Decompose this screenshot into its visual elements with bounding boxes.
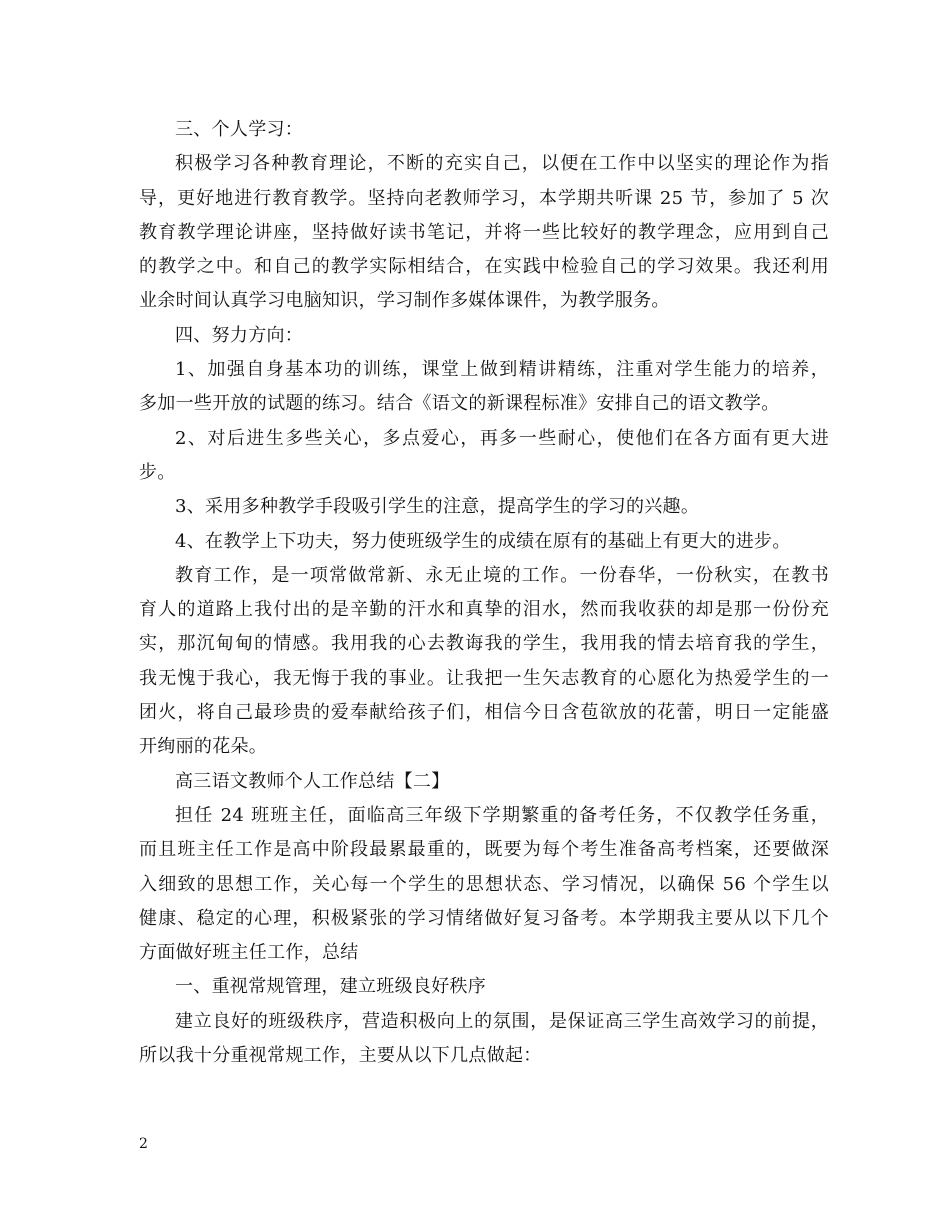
paragraph-line: 方面做好班主任工作，总结 — [139, 942, 359, 964]
section-heading-effort-direction: 四、努力方向： — [175, 324, 304, 346]
paragraph-line: 实，那沉甸甸的情感。我用我的心去教诲我的学生，我用我的情去培育我的学生， — [139, 633, 829, 655]
section-title-summary-two: 高三语文教师个人工作总结【二】 — [175, 770, 450, 792]
paragraph-line: 建立良好的班级秩序，营造积极向上的氛围，是保证高三学生高效学习的前提， — [175, 1010, 829, 1032]
list-item-line: 步。 — [139, 461, 176, 483]
paragraph-line: 育人的道路上我付出的是辛勤的汗水和真挚的泪水，然而我收获的却是那一份份充 — [139, 599, 829, 621]
list-item-line: 3、采用多种教学手段吸引学生的注意，提高学生的学习的兴趣。 — [175, 496, 700, 518]
paragraph-line: 开绚丽的花朵。 — [139, 736, 268, 758]
paragraph-line: 团火，将自己最珍贵的爱奉献给孩子们，相信今日含苞欲放的花蕾，明日一定能盛 — [139, 702, 829, 724]
section-heading-personal-study: 三、个人学习： — [175, 119, 304, 140]
paragraph-line: 健康、稳定的心理，积极紧张的学习情绪做好复习备考。本学期我主要从以下几个 — [139, 907, 829, 929]
paragraph-line: 业余时间认真学习电脑知识，学习制作多媒体课件，为教学服务。 — [139, 290, 670, 312]
paragraph-line: 积极学习各种教育理论，不断的充实自己，以便在工作中以坚实的理论作为指 — [175, 153, 829, 175]
section-heading-routine-management: 一、重视常规管理，建立班级良好秩序 — [175, 976, 487, 998]
list-item-line: 4、在教学上下功夫，努力使班级学生的成绩在原有的基础上有更大的进步。 — [175, 530, 791, 552]
paragraph-line: 导，更好地进行教育教学。坚持向老教师学习，本学期共听课 25 节，参加了 5 次 — [139, 187, 829, 209]
page-number: 2 — [139, 1136, 148, 1152]
paragraph-line: 的教学之中。和自己的教学实际相结合，在实践中检验自己的学习效果。我还利用 — [139, 256, 829, 278]
paragraph-line: 担任 24 班班主任，面临高三年级下学期繁重的备考任务，不仅教学任务重， — [175, 804, 829, 826]
paragraph-line: 教育工作，是一项常做常新、永无止境的工作。一份春华，一份秋实，在教书 — [175, 564, 829, 586]
list-item-line: 多加一些开放的试题的练习。结合《语文的新课程标准》安排自己的语文教学。 — [139, 393, 780, 415]
paragraph-line: 我无愧于我心，我无悔于我的事业。让我把一生矢志教育的心愿化为热爱学生的一 — [139, 667, 829, 689]
paragraph-line: 入细致的思想工作，关心每一个学生的思想状态、学习情况，以确保 56 个学生以 — [139, 873, 829, 895]
paragraph-line: 所以我十分重视常规工作，主要从以下几点做起： — [139, 1045, 542, 1067]
paragraph-line: 教育教学理论讲座，坚持做好读书笔记，并将一些比较好的教学理念，应用到自己 — [139, 221, 829, 243]
document-body — [139, 113, 829, 1073]
list-item-line: 2、对后进生多些关心，多点爱心，再多一些耐心，使他们在各方面有更大进 — [175, 427, 829, 449]
list-item-line: 1、加强自身基本功的训练，课堂上做到精讲精练，注重对学生能力的培养， — [175, 359, 829, 381]
paragraph-line: 而且班主任工作是高中阶段最累最重的，既要为每个考生准备高考档案，还要做深 — [139, 839, 829, 861]
